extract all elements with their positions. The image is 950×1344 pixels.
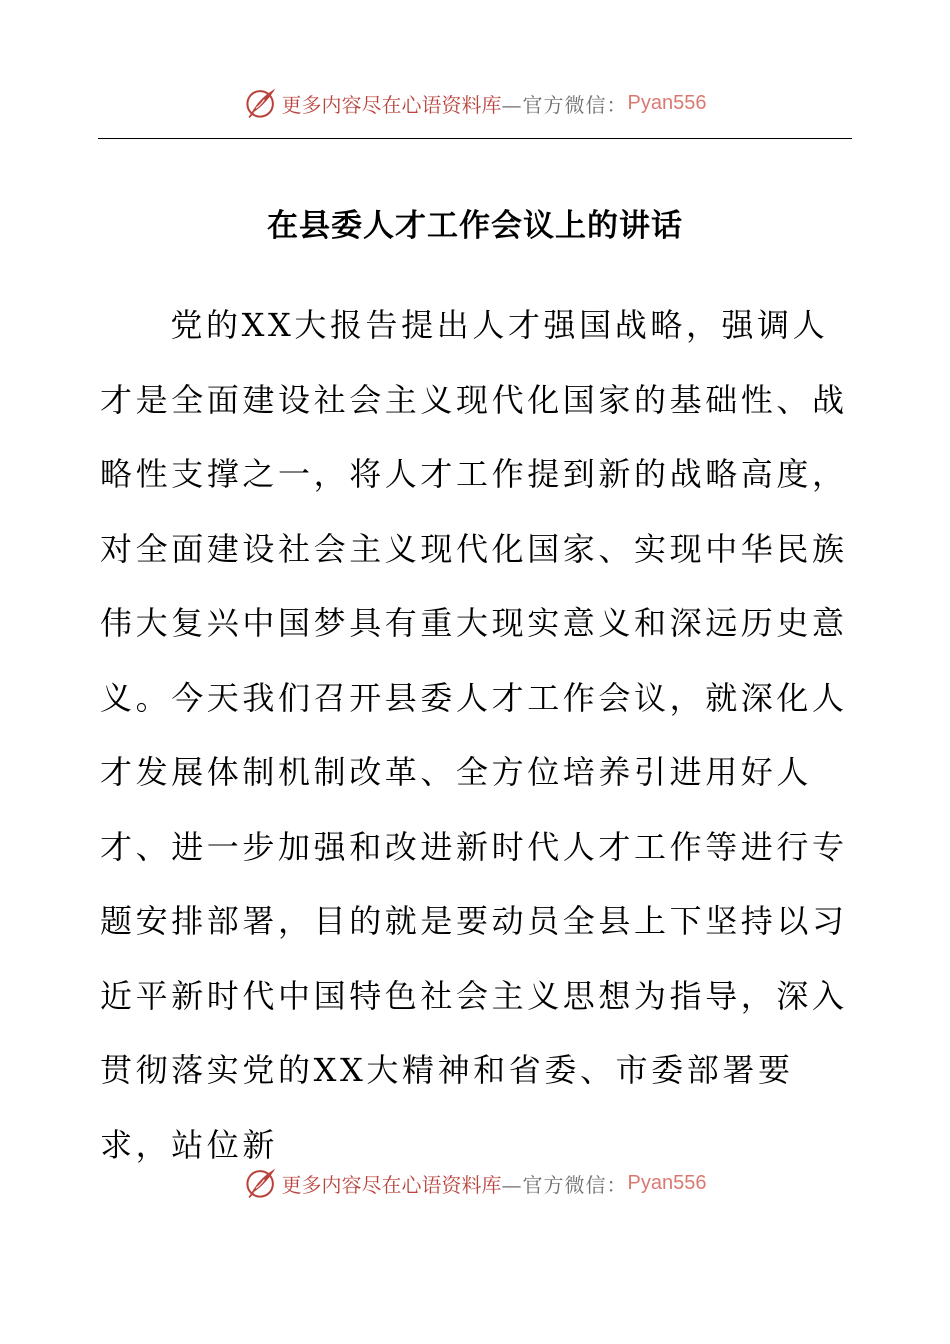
header-banner [0, 78, 950, 128]
footer-banner [0, 1158, 950, 1208]
banner-site-name: 更多内容尽在心语资料库 [281, 1172, 502, 1197]
banner-wechat-label: —官方微信： [501, 1172, 628, 1197]
quill-pen-logo-icon [244, 86, 278, 120]
banner-site-name: 更多内容尽在心语资料库 [281, 92, 502, 117]
document-title: 在县委人才工作会议上的讲话 [267, 208, 683, 244]
quill-pen-logo-icon [244, 1166, 278, 1200]
header-divider [98, 138, 852, 139]
banner-wechat-label: —官方微信： [501, 92, 628, 117]
banner-wechat-id: Pyan556 [627, 91, 707, 114]
banner-wechat-id: Pyan556 [627, 1171, 707, 1194]
body-paragraph: 党的XX大报告提出人才强国战略，强调人才是全面建设社会主义现代化国家的基础性、战略性支撑之一，将人才工作提到新的战略高度，对全面建设社会主义现代化国家、实现中华民族伟大复兴中国梦具有重大现实意义和深远历史意义。今天我们召开县委人才工作会议，就深化人才发展体制机制改革、全方位培养引进用好人才、进一步加强和改进新时代人才工作等进行专题安排部署，目的就是要动员全县上下坚持以习近平新时代中国特色社会主义思想为指导，深入贯彻落实党的XX大精神和省委、市委部署要求，站位新 [100, 306, 848, 1164]
